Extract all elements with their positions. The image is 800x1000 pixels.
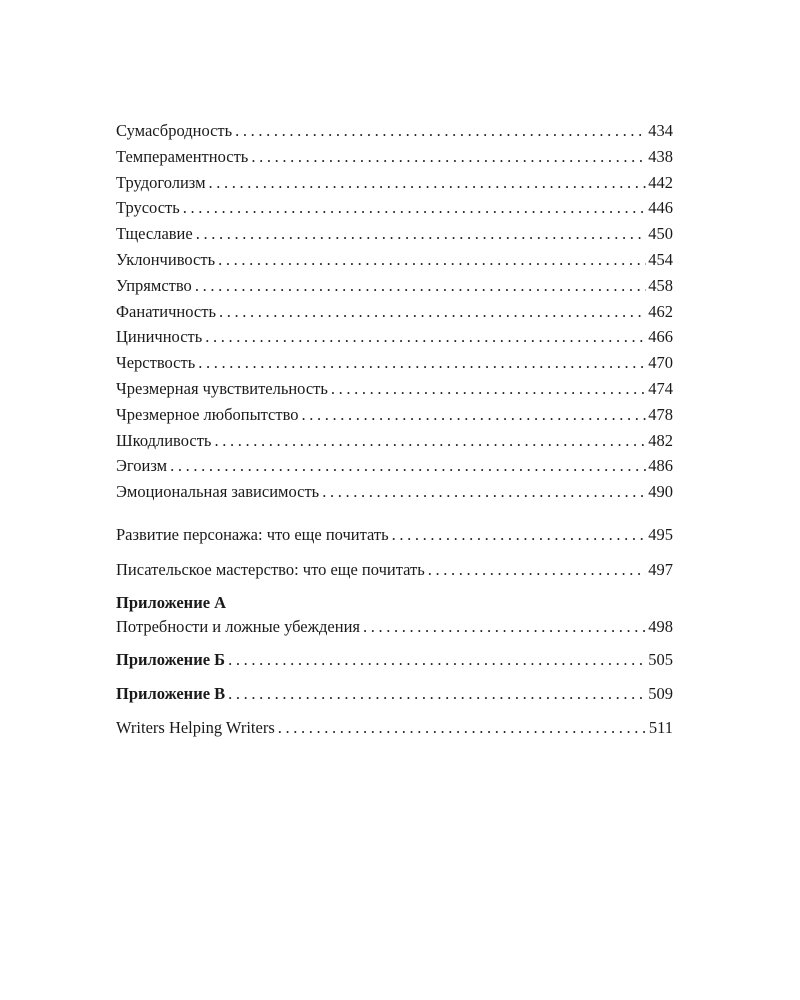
toc-entry-label: Чрезмерная чувствительность [116,378,328,398]
toc-entry [116,221,673,247]
leader-dots [278,715,647,741]
toc-entry-page: 458 [648,275,673,295]
toc-entry [116,428,673,454]
toc-entry [116,299,673,325]
toc-entry-label: Потребности и ложные убеждения [116,616,361,636]
leader-dots [218,247,646,273]
toc-entry-page: 470 [648,353,673,373]
leader-dots [209,170,647,196]
toc-entry [116,479,673,505]
toc-entry-label: Сумасбродность [116,121,233,140]
toc-entry-label: Приложение В [116,684,226,704]
toc-entry-label: Писательское мастерство: что еще почитать [116,559,425,579]
toc-entry-label: Упрямство [116,275,192,295]
toc-entry-page: 450 [648,224,673,244]
toc-entry-page: 490 [648,482,673,502]
toc-entry [116,402,673,428]
leader-dots [196,221,647,247]
toc-entry-page: 454 [648,249,673,269]
leader-dots [219,299,646,325]
toc-entry-page: 446 [648,198,673,218]
toc-entry-page: 509 [648,684,673,704]
leader-dots [392,522,647,548]
toc-entry-label: Эгоизм [116,456,168,476]
toc-entry-label: Шкодливость [116,430,212,450]
toc-entry-page: 511 [648,717,673,737]
toc-entry-page: 482 [648,430,673,450]
toc-entry-appendix-c [116,681,673,707]
toc-entry [116,170,673,196]
toc-entry-label: Трудоголизм [116,172,206,192]
leader-dots [205,324,646,350]
leader-dots [195,273,646,299]
leader-dots [214,428,646,454]
toc-entry [116,195,673,221]
toc-entry-writers-helping-writers [116,715,673,741]
toc-entry-label: Трусость [116,198,180,218]
toc-entry-page: 466 [648,327,673,347]
toc-entry-page: 474 [648,378,673,398]
toc-entry-label: Развитие персонажа: что еще почитать [116,524,389,544]
leader-dots [302,402,647,428]
toc-entry-appendix-a [116,614,673,640]
toc-entry-further-reading-craft [116,557,673,583]
leader-dots [322,479,646,505]
toc-entry-page: 442 [648,172,673,192]
leader-dots [198,350,646,376]
leader-dots [228,681,646,707]
leader-dots [228,647,646,673]
toc-entry-page: 505 [648,650,673,670]
toc-entry-label: Темпераментность [116,146,249,166]
leader-dots [428,557,646,583]
toc-entry-page: 478 [648,404,673,424]
toc-entry-label: Черствость [116,353,196,373]
leader-dots [183,195,646,221]
leader-dots [170,453,646,479]
table-of-contents [116,118,673,741]
toc-entry-page: 486 [648,456,673,476]
toc-entry-label: Эмоциональная зависимость [116,482,320,502]
toc-entry [116,247,673,273]
leader-dots [235,118,646,144]
toc-entry-label: Уклончивость [116,249,216,269]
leader-dots [363,614,646,640]
toc-entry-page: 495 [648,524,673,544]
toc-entry-page: 497 [648,559,673,579]
toc-entry-label: Приложение Б [116,650,226,670]
toc-entry-label: Чрезмерное любопытство [116,404,299,424]
toc-entry [116,273,673,299]
leader-dots [251,144,646,170]
toc-entry [116,453,673,479]
toc-entry [116,144,673,170]
toc-entry [116,376,673,402]
toc-entry-page: 498 [648,616,673,636]
toc-entry-label: Фанатичность [116,301,216,321]
toc-entry-further-reading-character [116,522,673,548]
toc-entry-label: Циничность [116,327,203,347]
toc-entry-page: 438 [648,146,673,166]
toc-entry [116,324,673,350]
leader-dots [331,376,646,402]
toc-entry-label: Тщеславие [116,224,193,244]
toc-entry-label: Writers Helping Writers [116,717,275,737]
toc-entry [116,118,673,144]
toc-entry [116,350,673,376]
toc-entry-page: 462 [648,301,673,321]
appendix-a-heading: Приложение А [116,592,227,612]
toc-entry-page: 434 [648,121,673,140]
toc-entry-appendix-b [116,647,673,673]
